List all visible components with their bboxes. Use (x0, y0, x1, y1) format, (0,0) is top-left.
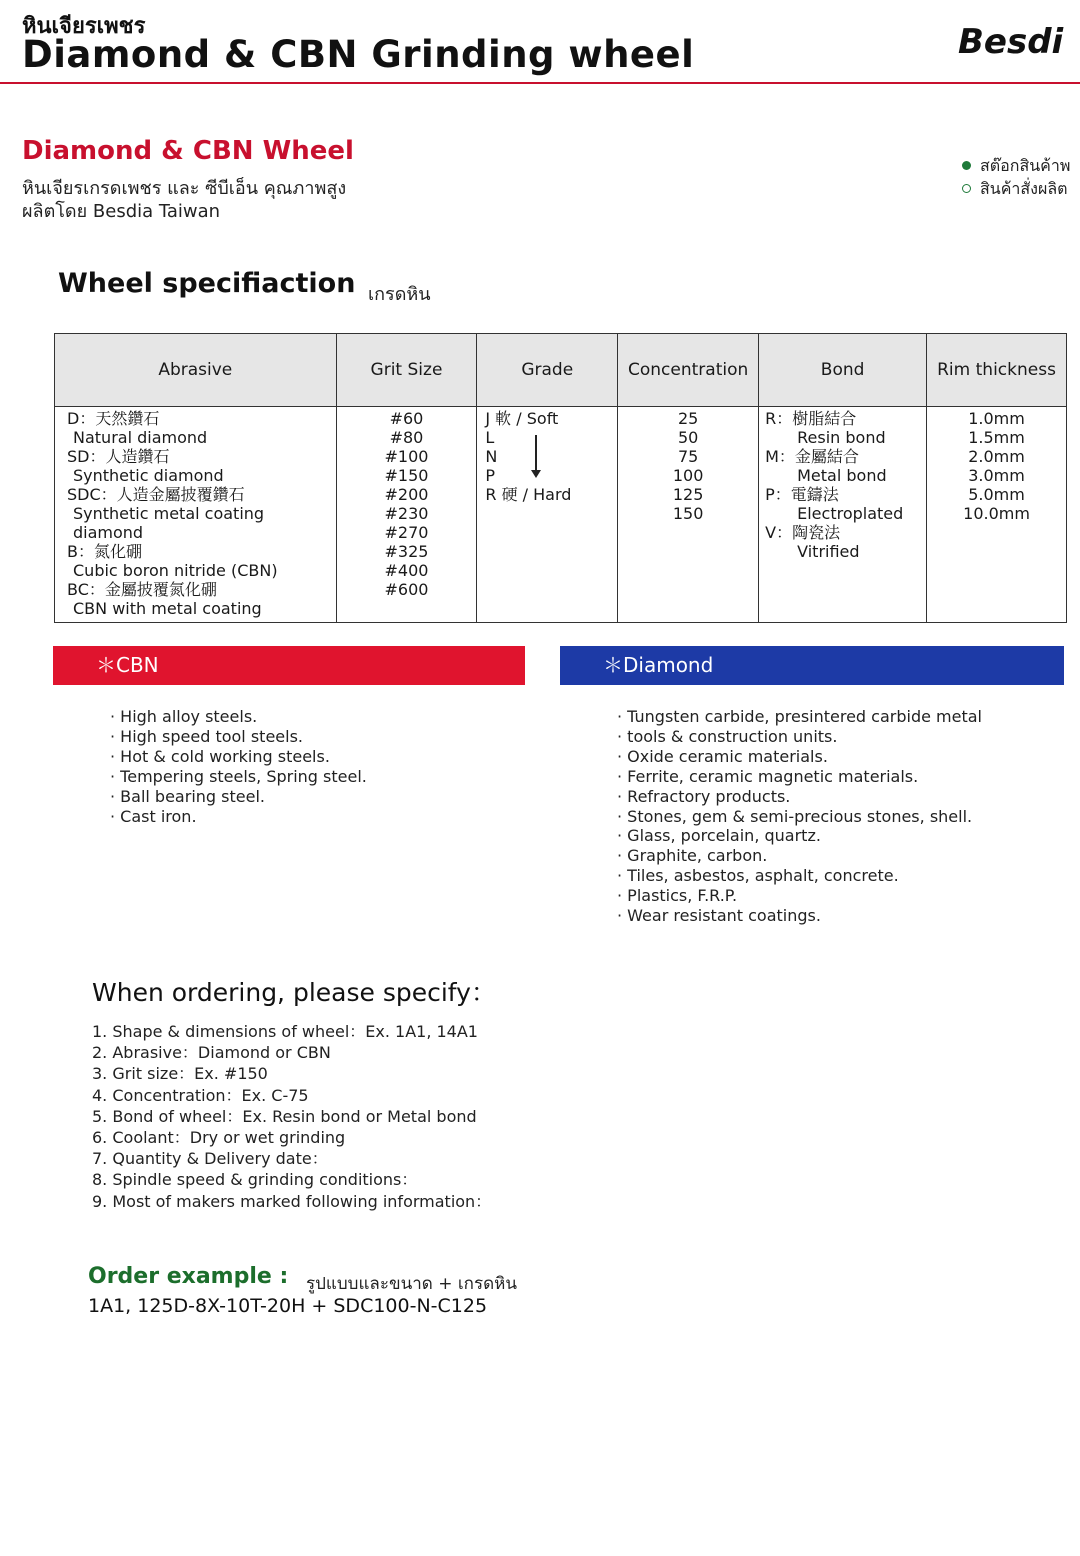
list-item: 5. Bond of wheel：Ex. Resin bond or Metal bond (92, 1106, 477, 1126)
order-example-heading: Order example : (88, 1264, 289, 1289)
rim-value: 1.0mm (968, 409, 1025, 428)
arrow-down-icon (535, 435, 537, 471)
order-example-thai: รูปแบบและขนาด + เกรดหิน (306, 1274, 517, 1294)
diamond-uses-list (617, 707, 982, 926)
abrasive-name: Natural diamond (73, 428, 208, 447)
rim-value: 10.0mm (963, 504, 1030, 523)
order-example-code: 1A1, 125D-8X-10T-20H + SDC100-N-C125 (88, 1295, 488, 1317)
concentration-value: 50 (677, 428, 699, 447)
bond-code: R：樹脂結合 (765, 409, 857, 428)
list-item: · Wear resistant coatings. (617, 906, 982, 926)
grit-value: #270 (384, 523, 429, 542)
list-item: · Ball bearing steel. (110, 787, 367, 807)
concentration-value: 100 (672, 466, 704, 485)
grit-value: #60 (389, 409, 424, 428)
list-item: 1. Shape & dimensions of wheel：Ex. 1A1, 14A1 (92, 1022, 478, 1041)
ordering-heading: When ordering, please specify： (92, 978, 496, 1007)
grade-value: R 硬 / Hard (485, 485, 572, 504)
list-item: 7. Quantity & Delivery date： (92, 1149, 328, 1169)
bond-name: Electroplated (797, 504, 904, 523)
list-item: · tools & construction units. (617, 727, 982, 747)
abrasive-code: BC：金屬披覆氮化硼 (67, 580, 217, 599)
grit-cell (336, 407, 477, 623)
subtitle-line-1: หินเจียรเกรดเพชร และ ซีบีเอ็น คุณภาพสูง (22, 178, 347, 199)
grit-value: #325 (384, 542, 429, 561)
list-item: · Plastics, F.R.P. (617, 886, 982, 906)
abrasive-name: Synthetic diamond (73, 466, 224, 485)
grit-value: #600 (384, 580, 429, 599)
abrasive-name: CBN with metal coating (73, 599, 262, 618)
col-header-rim: Rim thickness (927, 334, 1067, 407)
rim-value: 3.0mm (968, 466, 1025, 485)
bond-name: Metal bond (797, 466, 887, 485)
spec-table (54, 333, 1067, 623)
spec-heading-thai: เกรดหิน (368, 284, 431, 305)
list-item: · Cast iron. (110, 807, 367, 827)
section-title: Diamond & CBN Wheel (22, 136, 354, 166)
grade-value: L (485, 428, 495, 447)
grit-value: #200 (384, 485, 429, 504)
grade-value: P (485, 466, 496, 485)
legend-order (962, 177, 1070, 200)
list-item: · Ferrite, ceramic magnetic materials. (617, 767, 982, 787)
list-item: 9. Most of makers marked following information： (92, 1191, 492, 1211)
cbn-band: ＊CBN (53, 646, 525, 685)
bond-code: M：金屬結合 (765, 447, 859, 466)
list-item: · Refractory products. (617, 787, 982, 807)
list-item: · Tungsten carbide, presintered carbide metal (617, 707, 982, 727)
grade-cell (477, 407, 618, 623)
col-header-grit: Grit Size (336, 334, 477, 407)
bond-name: Vitrified (797, 542, 860, 561)
legend-order-label: สินค้าสั่งผลิต (980, 179, 1068, 198)
grade-value: N (485, 447, 498, 466)
list-item: 2. Abrasive：Diamond or CBN (92, 1043, 331, 1063)
concentration-value: 150 (672, 504, 704, 523)
stock-legend (962, 154, 1070, 200)
col-header-grade: Grade (477, 334, 618, 407)
col-header-concentration: Concentration (618, 334, 759, 407)
abrasive-code: B：氮化硼 (67, 542, 142, 561)
rim-value: 2.0mm (968, 447, 1025, 466)
abrasive-code: SD：人造鑽石 (67, 447, 170, 466)
list-item: · Tempering steels, Spring steel. (110, 767, 367, 787)
rim-cell (927, 407, 1067, 623)
spec-heading: Wheel specifiaction (58, 268, 356, 299)
abrasive-cell (55, 407, 337, 623)
grit-value: #100 (384, 447, 429, 466)
diamond-band: ＊Diamond (560, 646, 1064, 685)
abrasive-code: SDC：人造金屬披覆鑽石 (67, 485, 245, 504)
list-item: · High alloy steels. (110, 707, 367, 727)
subtitle-line-2: ผลิตโดย Besdia Taiwan (22, 201, 221, 222)
concentration-value: 25 (677, 409, 699, 428)
page-title: Diamond & CBN Grinding wheel (22, 33, 695, 76)
list-item: 6. Coolant：Dry or wet grinding (92, 1128, 346, 1148)
abrasive-code: D：天然鑽石 (67, 409, 160, 428)
section-subtitle (22, 177, 346, 223)
concentration-value: 125 (672, 485, 704, 504)
rim-value: 1.5mm (968, 428, 1025, 447)
col-header-abrasive: Abrasive (55, 334, 337, 407)
list-item: 3. Grit size：Ex. #150 (92, 1064, 268, 1084)
list-item: · Oxide ceramic materials. (617, 747, 982, 767)
bond-code: V：陶瓷法 (765, 523, 841, 542)
legend-stock (962, 154, 1070, 177)
grit-value: #80 (389, 428, 424, 447)
list-item: · Hot & cold working steels. (110, 747, 367, 767)
filled-dot-icon (962, 161, 971, 170)
list-item: · Graphite, carbon. (617, 846, 982, 866)
grit-value: #230 (384, 504, 429, 523)
bond-code: P：電鑄法 (765, 485, 839, 504)
concentration-cell (618, 407, 759, 623)
concentration-value: 75 (677, 447, 699, 466)
list-item: · Tiles, asbestos, asphalt, concrete. (617, 866, 982, 886)
cbn-uses-list (110, 707, 367, 826)
grit-value: #400 (384, 561, 429, 580)
abrasive-name: Synthetic metal coating diamond (73, 504, 265, 542)
rim-value: 5.0mm (968, 485, 1025, 504)
spec-header-row (55, 334, 1067, 407)
header-divider (0, 82, 1080, 84)
brand-logo-text: Besdi (958, 22, 1064, 62)
list-item: · High speed tool steels. (110, 727, 367, 747)
list-item: · Stones, gem & semi-precious stones, shell. (617, 807, 982, 827)
list-item: · Glass, porcelain, quartz. (617, 826, 982, 846)
list-item: 8. Spindle speed & grinding conditions： (92, 1170, 418, 1190)
hollow-dot-icon (962, 184, 971, 193)
abrasive-name: Cubic boron nitride (CBN) (73, 561, 278, 580)
col-header-bond: Bond (759, 334, 927, 407)
ordering-list (92, 1021, 491, 1212)
grade-value: J 軟 / Soft (485, 409, 559, 428)
bond-name: Resin bond (797, 428, 886, 447)
legend-stock-label: สต๊อกสินค้าพ (980, 156, 1071, 175)
grit-value: #150 (384, 466, 429, 485)
spec-body-row (55, 407, 1067, 623)
list-item: 4. Concentration：Ex. C-75 (92, 1085, 309, 1105)
bond-cell (759, 407, 927, 623)
thai-title: หินเจียรเพชร (22, 14, 146, 39)
